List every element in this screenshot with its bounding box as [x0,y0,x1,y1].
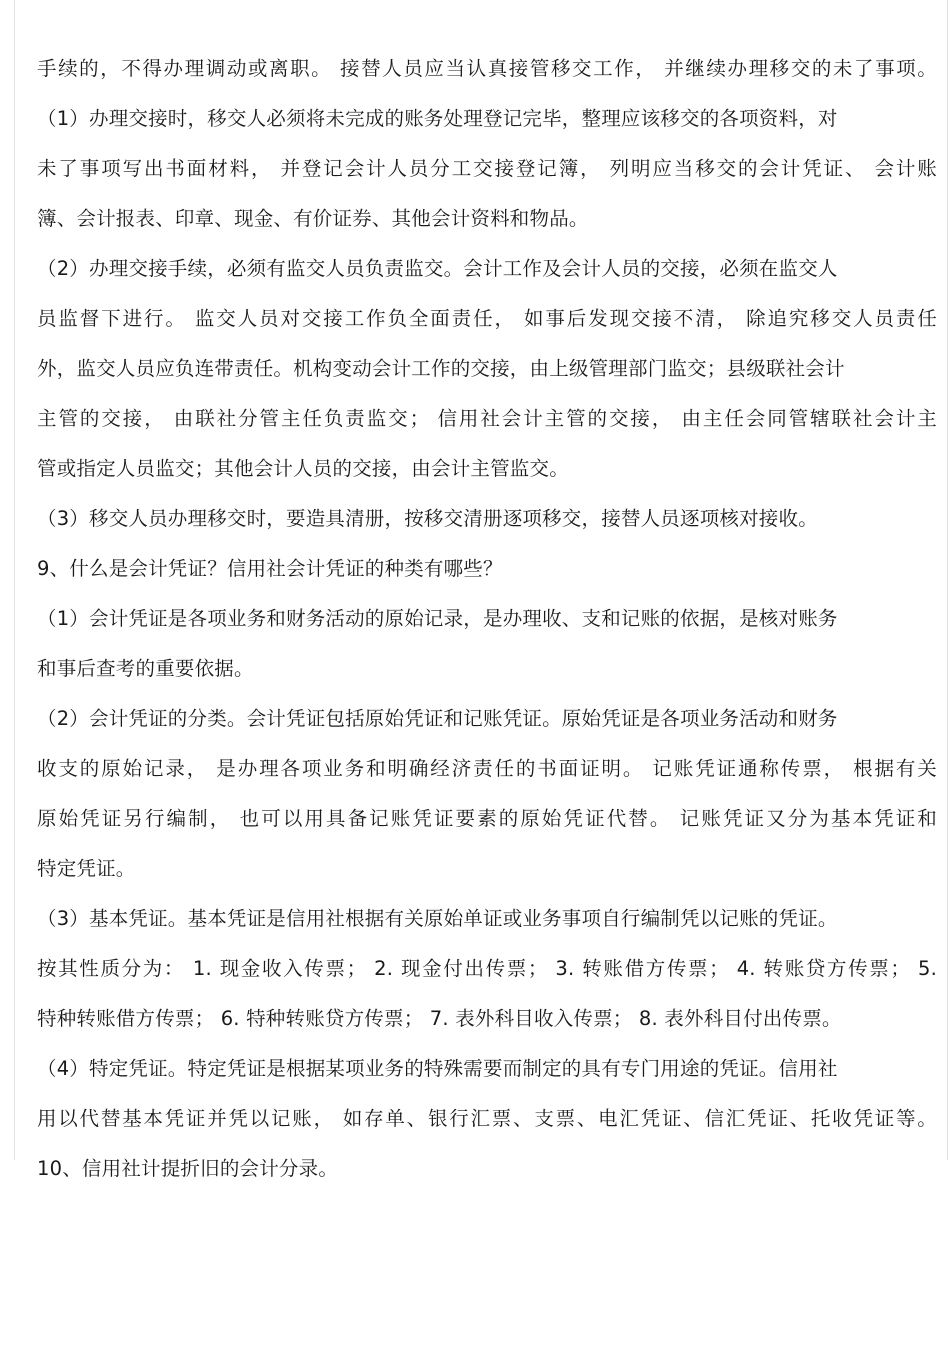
text-line: 特定凭证。 [37,857,136,880]
text-line: 按其性质分为： 1. 现金收入传票； 2. 现金付出传票； 3. 转账借方传票； 4. 转账贷方传票； 5. [37,957,937,980]
page-border-left [14,0,15,1160]
text-line: （3）基本凭证。基本凭证是信用社根据有关原始单证或业务事项自行编制凭以记账的凭证。 [37,907,838,930]
text-line: （2）办理交接手续，必须有监交人员负责监交。会计工作及会计人员的交接，必须在监交人 [37,257,838,280]
text-line: 用以代替基本凭证并凭以记账， 如存单、银行汇票、支票、电汇凭证、信汇凭证、托收凭证等。 [37,1107,937,1130]
text-line: 9、什么是会计凭证？信用社会计凭证的种类有哪些？ [37,557,503,580]
text-line: 10、信用社计提折旧的会计分录。 [37,1157,339,1180]
text-line: 外，监交人员应负连带责任。机构变动会计工作的交接，由上级管理部门监交；县级联社会计 [37,357,845,380]
text-line: 特种转账借方传票； 6. 特种转账贷方传票； 7. 表外科目收入传票； 8. 表外科目付出传票。 [37,1007,842,1030]
document-body [37,50,937,1200]
text-line: 收支的原始记录， 是办理各项业务和明确经济责任的书面证明。 记账凭证通称传票， 根据有关 [37,757,937,780]
text-line: 主管的交接， 由联社分管主任负责监交； 信用社会计主管的交接， 由主任会同管辖联社会计主 [37,407,937,430]
text-line: 未了事项写出书面材料， 并登记会计人员分工交接登记簿， 列明应当移交的会计凭证、 会计账 [37,157,937,180]
text-line: 员监督下进行。 监交人员对交接工作负全面责任， 如事后发现交接不清， 除追究移交人员责任 [37,307,937,330]
text-line: 原始凭证另行编制， 也可以用具备记账凭证要素的原始凭证代替。 记账凭证又分为基本凭证和 [37,807,937,830]
page-border-right [947,0,948,1160]
text-line: 管或指定人员监交；其他会计人员的交接，由会计主管监交。 [37,457,569,480]
text-line: 手续的，不得办理调动或离职。 接替人员应当认真接管移交工作， 并继续办理移交的未了事项。 [37,57,937,80]
text-line: （1）办理交接时，移交人必须将未完成的账务处理登记完毕，整理应该移交的各项资料，对 [37,107,838,130]
text-line: （2）会计凭证的分类。会计凭证包括原始凭证和记账凭证。原始凭证是各项业务活动和财务 [37,707,838,730]
text-line: （4）特定凭证。特定凭证是根据某项业务的特殊需要而制定的具有专门用途的凭证。信用社 [37,1057,838,1080]
text-line: 和事后查考的重要依据。 [37,657,254,680]
text-line: 簿、会计报表、印章、现金、有价证券、其他会计资料和物品。 [37,207,589,230]
text-line: （1）会计凭证是各项业务和财务活动的原始记录，是办理收、支和记账的依据，是核对账务 [37,607,838,630]
text-line: （3）移交人员办理移交时，要造具清册，按移交清册逐项移交，接替人员逐项核对接收。 [37,507,818,530]
